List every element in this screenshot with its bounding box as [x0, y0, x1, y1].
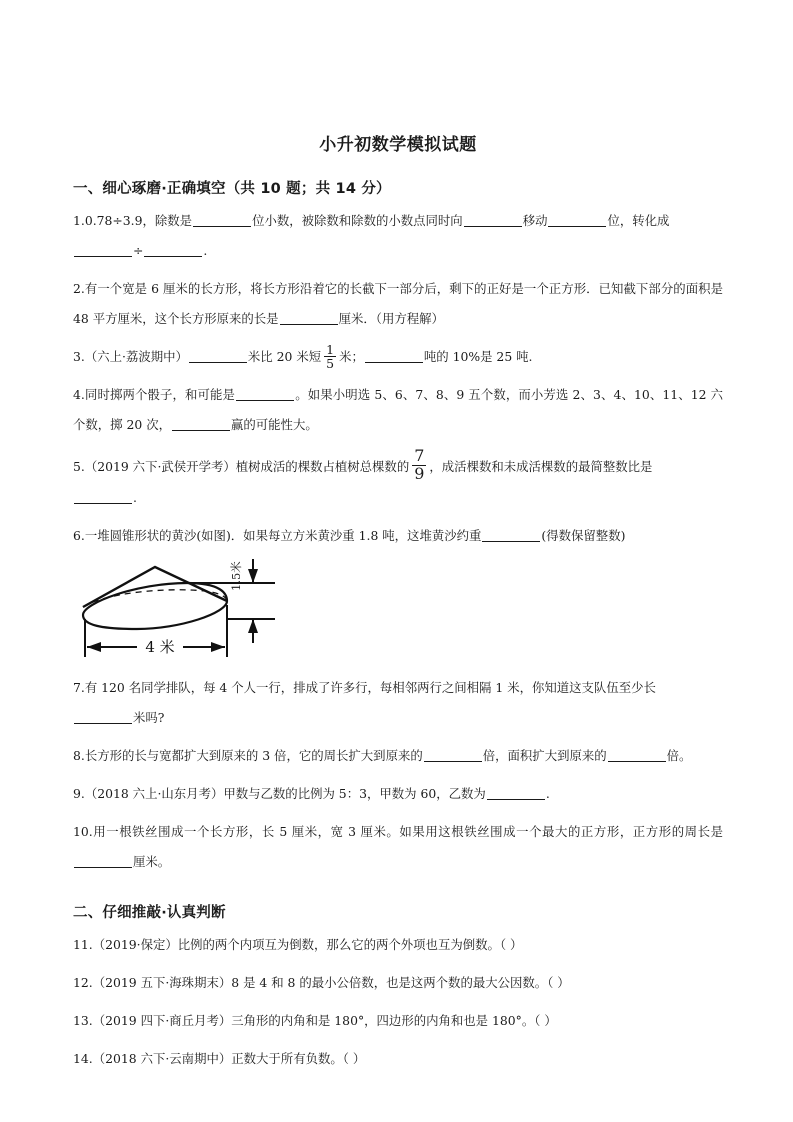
q6-text-1: 6.一堆圆锥形状的黄沙(如图)．如果每立方米黄沙重 1.8 吨，这堆黄沙约重: [73, 527, 482, 543]
q8-blank-1[interactable]: [424, 748, 482, 762]
q4-text-1: 4.同时掷两个骰子，和可能是: [73, 387, 236, 402]
q5-text-3: .: [133, 489, 137, 505]
q5-text-2: ，成活棵数和未成活棵数的最简整数比是: [429, 458, 653, 474]
question-7: [73, 673, 723, 733]
width-arrow-left: [87, 642, 101, 652]
q7-text-2: 米吗?: [133, 709, 165, 725]
section-heading-true-false: 二、仔细推敲·认真判断: [73, 904, 226, 921]
q2-blank-1[interactable]: [280, 311, 338, 325]
q2-text-1: 2.有一个宽是 6 厘米的长方形，将长方形沿着它的长截下一部分后，剩下的正好是一个正方形．已知截下部分的面积是 48 平方厘米，这个长方形原来的长是: [73, 281, 723, 326]
q8-text-3: 倍。: [666, 747, 692, 763]
q3-blank-1[interactable]: [189, 349, 247, 363]
cone-height-label: 1.5米: [229, 560, 243, 591]
question-11: 11.（2019·保定）比例的两个内项互为倒数，那么它的两个外项也互为倒数。（ ）: [73, 936, 523, 952]
q1-text-3: 移动: [522, 213, 548, 228]
q1-text-6: .: [203, 243, 208, 258]
question-5: [73, 448, 723, 513]
cone-width-label: 4 米: [145, 637, 175, 656]
question-6: [73, 521, 723, 551]
q1-text-2: 位小数，被除数和除数的小数点同时向: [252, 213, 463, 228]
q3-blank-2[interactable]: [365, 349, 423, 363]
q5-fraction: [412, 448, 426, 483]
cone-side-lines: [83, 567, 227, 607]
q4-text-3: 赢的可能性大。: [231, 417, 318, 432]
q3-text-1: 3.（六上·荔波期中）: [73, 349, 188, 364]
cone-diagram-svg: [75, 557, 285, 665]
question-10: [73, 817, 723, 877]
question-12: 12.（2019 五下·海珠期末）8 是 4 和 8 的最小公倍数，也是这两个数的最大公因数。（ ）: [73, 974, 570, 990]
width-arrow-right: [211, 642, 225, 652]
height-arrow-down: [248, 569, 258, 583]
question-1: [73, 206, 723, 266]
q3-fraction: [324, 343, 336, 370]
page-title: 小升初数学模拟试题: [319, 135, 477, 155]
question-8: [73, 741, 723, 771]
q2-text-2: 厘米．（用方程解）: [338, 311, 444, 326]
q4-blank-2[interactable]: [172, 417, 230, 431]
q1-blank-3[interactable]: [548, 213, 606, 227]
q5-fraction-denominator: 9: [414, 463, 425, 483]
height-arrow-up: [248, 619, 258, 633]
q5-text-1: 5.（2019 六下·武侯开学考）植树成活的棵数占植树总棵数的: [73, 458, 410, 474]
q1-text-5: ÷: [133, 243, 144, 258]
cone-figure: [73, 557, 723, 665]
question-9: [73, 779, 723, 809]
question-3: [73, 342, 723, 372]
q3-text-2: 米比 20 米短: [247, 349, 322, 364]
q6-text-2: (得数保留整数): [541, 527, 626, 543]
q3-text-3: 米；: [339, 349, 364, 364]
question-13: 13.（2019 四下·商丘月考）三角形的内角和是 180°，四边形的内角和也是 180°。（ ）: [73, 1012, 557, 1028]
q1-text-4: 位，转化成: [607, 213, 670, 228]
q6-blank-1[interactable]: [482, 528, 540, 542]
q9-text-2: .: [545, 785, 550, 801]
q4-text-2: 。如果小明选 5、6、7、8、9 五个数，而小芳选 2、3、4、10、11、12 六个数，掷 20 次，: [73, 387, 724, 432]
q8-blank-2[interactable]: [608, 748, 666, 762]
q1-blank-5[interactable]: [144, 243, 202, 257]
q8-text-2: 倍，面积扩大到原来的: [482, 747, 607, 763]
q10-text-2: 厘米。: [133, 853, 171, 869]
q1-blank-4[interactable]: [74, 243, 132, 257]
q1-text-1: 1.0.78÷3.9，除数是: [73, 213, 193, 228]
q7-blank-1[interactable]: [74, 710, 132, 724]
q7-text-1: 7.有 120 名同学排队，每 4 个人一行，排成了许多行，每相邻两行之间相隔 1 米，你知道这支队伍至少长: [73, 679, 656, 695]
question-2: [73, 274, 723, 334]
q10-text-1: 10.用一根铁丝围成一个长方形，长 5 厘米，宽 3 厘米。如果用这根铁丝围成一个最大的正方形，正方形的周长是: [73, 823, 723, 839]
q3-text-4: 吨的 10%是 25 吨.: [423, 349, 533, 364]
q5-blank-1[interactable]: [74, 490, 132, 504]
q5-fraction-numerator: 7: [414, 446, 425, 465]
q10-blank-1[interactable]: [74, 854, 132, 868]
q1-blank-1[interactable]: [193, 213, 251, 227]
q9-blank-1[interactable]: [487, 786, 545, 800]
q9-text-1: 9.（2018 六上·山东月考）甲数与乙数的比例为 5：3，甲数为 60，乙数为: [73, 785, 486, 801]
section-heading-fill-in: 一、细心琢磨·正确填空（共 10 题；共 14 分）: [73, 181, 391, 197]
q3-fraction-denominator: 5: [326, 355, 335, 371]
q3-fraction-numerator: 1: [326, 341, 335, 357]
q8-text-1: 8.长方形的长与宽都扩大到原来的 3 倍，它的周长扩大到原来的: [73, 747, 423, 763]
cone-hidden-edge: [83, 589, 227, 606]
q4-blank-1[interactable]: [236, 387, 294, 401]
exam-page: [73, 0, 723, 1122]
question-14: 14.（2018 六下·云南期中）正数大于所有负数。（ ）: [73, 1050, 366, 1066]
q1-blank-2[interactable]: [464, 213, 522, 227]
question-4: [73, 380, 723, 440]
